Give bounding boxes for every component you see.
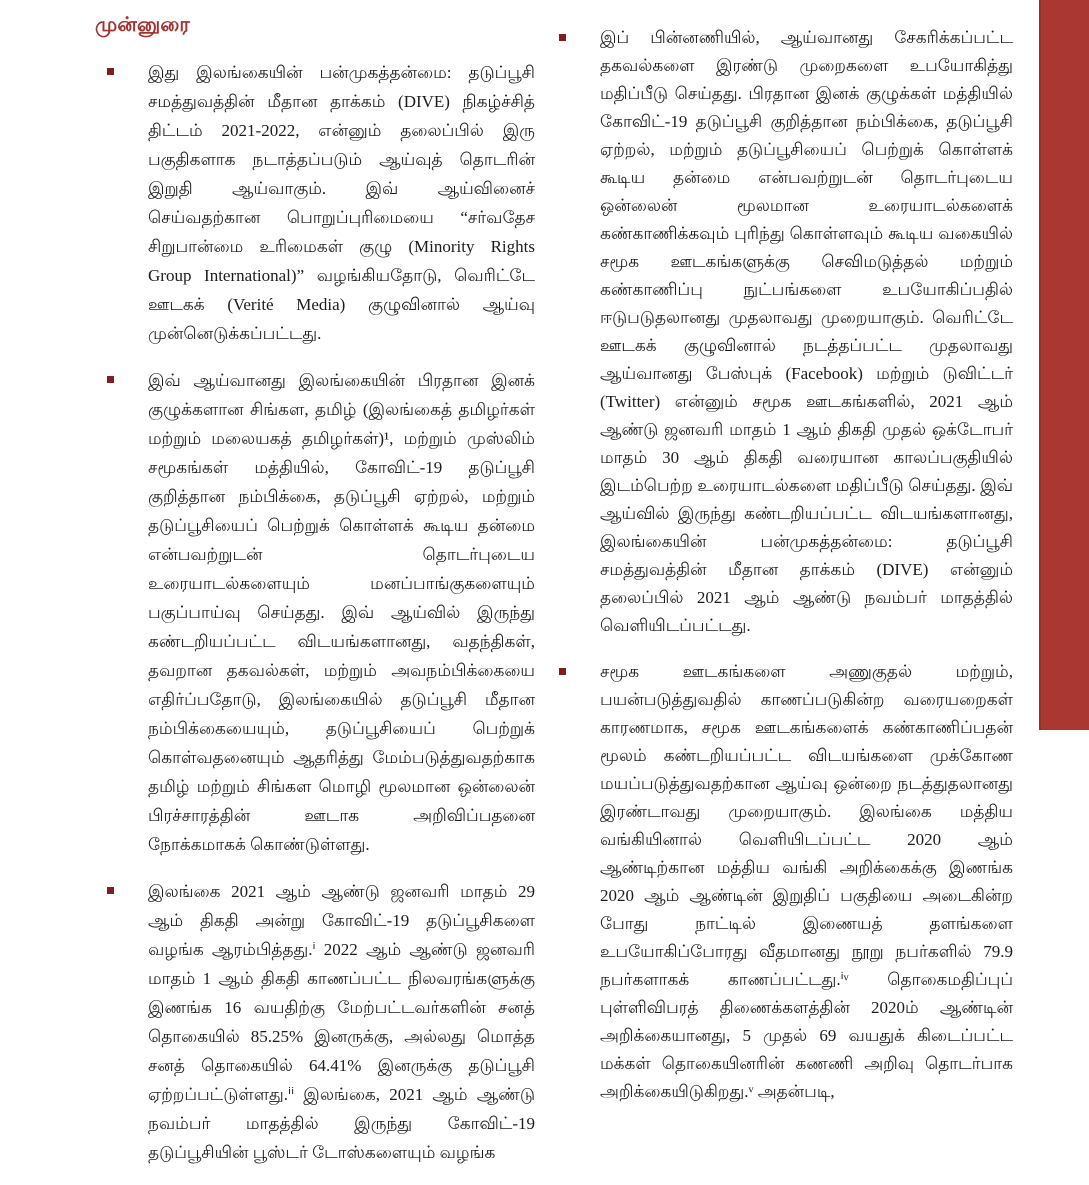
paragraph-vaccine-rollout-stats: இலங்கை 2021 ஆம் ஆண்டு ஜனவரி மாதம் 29 ஆம் திகதி அன்று கோவிட்-19 தடுப்பூசிகளை வழங்க ஆரம்பித்தது.ⁱ 2022 ஆம் ஆண்டு ஜனவரி மாதம் 1 ஆம் திகதி காணப்பட்ட நிலவரங்களுக்கு இணங்க 16 வயதிற்கு மேற்பட்டவர்களின் சனத் தொகையில் 85.25% இனருக்கு, அல்லது மொத்த சனத் தொகையில் 64.41% இனருக்கு தடுப்பூசி ஏற்றப்பட்டுள்ளது.ⁱⁱ இலங்கை, 2021 ஆம் ஆண்டு நவம்பர் மாதத்தில் இருந்து கோவிட்-19 தடுப்பூசியின் பூஸ்டர் டோஸ்களையும் வழங்க bbox=[148, 882, 535, 1162]
page-edge-red-band bbox=[1039, 0, 1089, 730]
list-item bbox=[557, 658, 1013, 1106]
bullet-square-icon bbox=[107, 68, 114, 75]
bullet-square-icon bbox=[559, 668, 566, 675]
bullet-square-icon bbox=[107, 887, 114, 894]
paragraph-study-scope: இவ் ஆய்வானது இலங்கையின் பிரதான இனக் குழுக்களான சிங்கள, தமிழ் (இலங்கைத் தமிழர்கள் மற்றும் மலையகத் தமிழர்கள்)¹, மற்றும் முஸ்லிம் சமூகங்கள் மத்தியில், கோவிட்-19 தடுப்பூசி குறித்தான நம்பிக்கை, தடுப்பூசி ஏற்றல், மற்றும் தடுப்பூசியைப் பெற்றுக் கொள்ளக் கூடிய தன்மை என்பவற்றுடன் தொடர்புடைய உரையாடல்களையும் மனப்பாங்குகளையும் பகுப்பாய்வு செய்தது. இவ் ஆய்வில் இருந்து கண்டறியப்பட்ட விடயங்களானது, வதந்திகள், தவறான தகவல்கள், மற்றும் அவநம்பிக்கையை எதிர்ப்பதோடு, இலங்கையில் தடுப்பூசி மீதான நம்பிக்கையையும், தடுப்பூசியைப் பெற்றுக் கொள்வதனையும் ஆதரித்து மேம்படுத்துவதற்காக தமிழ் மற்றும் சிங்கள மொழி மூலமான ஒன்லைன் பிரச்சாரத்தின் ஊடாக அறிவிப்பதனை நோக்கமாகக் கொண்டுள்ளது. bbox=[148, 371, 535, 854]
right-column bbox=[557, 24, 1013, 1124]
page-title: முன்னுரை bbox=[95, 14, 190, 36]
left-column bbox=[105, 58, 535, 1185]
paragraph-intro-dive: இது இலங்கையின் பன்முகத்தன்மை: தடுப்பூசி சமத்துவத்தின் மீதான தாக்கம் (DIVE) நிகழ்ச்சித் திட்டம் 2021-2022, என்னும் தலைப்பில் இரு பகுதிகளாக நடாத்தப்படும் ஆய்வுத் தொடரின் இறுதி ஆய்வாகும். இவ் ஆய்வினைச் செய்வதற்கான பொறுப்புரிமையை “சர்வதேச சிறுபான்மை உரிமைகள் குழு (Minority Rights Group International)” வழங்கியதோடு, வெரிட்டே ஊடகக் (Verité Media) குழுவினால் ஆய்வு முன்னெடுக்கப்பட்டது. bbox=[148, 63, 535, 343]
list-item bbox=[105, 877, 535, 1167]
list-item bbox=[105, 366, 535, 859]
list-item bbox=[105, 58, 535, 348]
bullet-square-icon bbox=[107, 376, 114, 383]
paragraph-method-two-triangulation-survey: சமூக ஊடகங்களை அணுகுதல் மற்றும், பயன்படுத்துவதில் காணப்படுகின்ற வரையறைகள் காரணமாக, சமூக ஊடகங்களைக் கண்காணிப்பதன் மூலம் கண்டறியப்பட்ட விடயங்களை முக்கோண மயப்படுத்துவதற்கான ஆய்வு ஒன்றை நடத்துதலானது இரண்டாவது முறையாகும். இலங்கை மத்திய வங்கியினால் வெளியிடப்பட்ட 2020 ஆம் ஆண்டிற்கான மத்திய வங்கி அறிக்கைக்கு இணங்க 2020 ஆம் ஆண்டின் இறுதிப் பகுதியை அடைகின்ற போது நாட்டில் இணையத் தளங்களை உபயோகிப்போரது வீதமானது நூறு நபர்களில் 79.9 நபர்களாகக் காணப்பட்டது.ⁱᵛ தொகைமதிப்புப் புள்ளிவிபரத் திணைக்களத்தின் 2020ம் ஆண்டின் அறிக்கையானது, 5 முதல் 69 வயதுக் கிடைப்பட்ட மக்கள் தொகையினரின் கணணி அறிவு தொடர்பாக அறிக்கையிடுகிறது.ᵛ அதன்படி, bbox=[600, 662, 1013, 1101]
paragraph-method-one-social-listening: இப் பின்னணியில், ஆய்வானது சேகரிக்கப்பட்ட தகவல்களை இரண்டு முறைகளை உபயோகித்து மதிப்பீடு செய்தது. பிரதான இனக் குழுக்கள் மத்தியில் கோவிட்-19 தடுப்பூசி குறித்தான நம்பிக்கை, தடுப்பூசி ஏற்றல், மற்றும் தடுப்பூசியைப் பெற்றுக் கொள்ளக் கூடிய தன்மை என்பவற்றுடன் தொடர்புடைய ஒன்லைன் மூலமான உரையாடல்களைக் கண்காணிக்கவும் புரிந்து கொள்ளவும் கூடிய வகையில் சமூக ஊடகங்களுக்கு செவிமடுத்தல் மற்றும் கண்காணிப்பு நுட்பங்களை உபயோகிப்பதில் ஈடுபடுதலானது முதலாவது முறையாகும். வெரிட்டே ஊடகக் குழுவினால் நடத்தப்பட்ட முதலாவது ஆய்வானது பேஸ்புக் (Facebook) மற்றும் டுவிட்டர் (Twitter) என்னும் சமூக ஊடகங்களில், 2021 ஆம் ஆண்டு ஜனவரி மாதம் 1 ஆம் திகதி முதல் ஒக்டோபர் மாதம் 30 ஆம் திகதி வரையான காலப்பகுதியில் இடம்பெற்ற உரையாடல்களை மதிப்பீடு செய்தது. இவ் ஆய்வில் இருந்து கண்டறியப்பட்ட விடயங்களானது, இலங்கையின் பன்முகத்தன்மை: தடுப்பூசி சமத்துவத்தின் மீதான தாக்கம் (DIVE) என்னும் தலைப்பில் 2021 ஆம் ஆண்டு நவம்பர் மாதத்தில் வெளியிடப்பட்டது. bbox=[600, 28, 1013, 635]
list-item bbox=[557, 24, 1013, 640]
bullet-square-icon bbox=[559, 34, 566, 41]
